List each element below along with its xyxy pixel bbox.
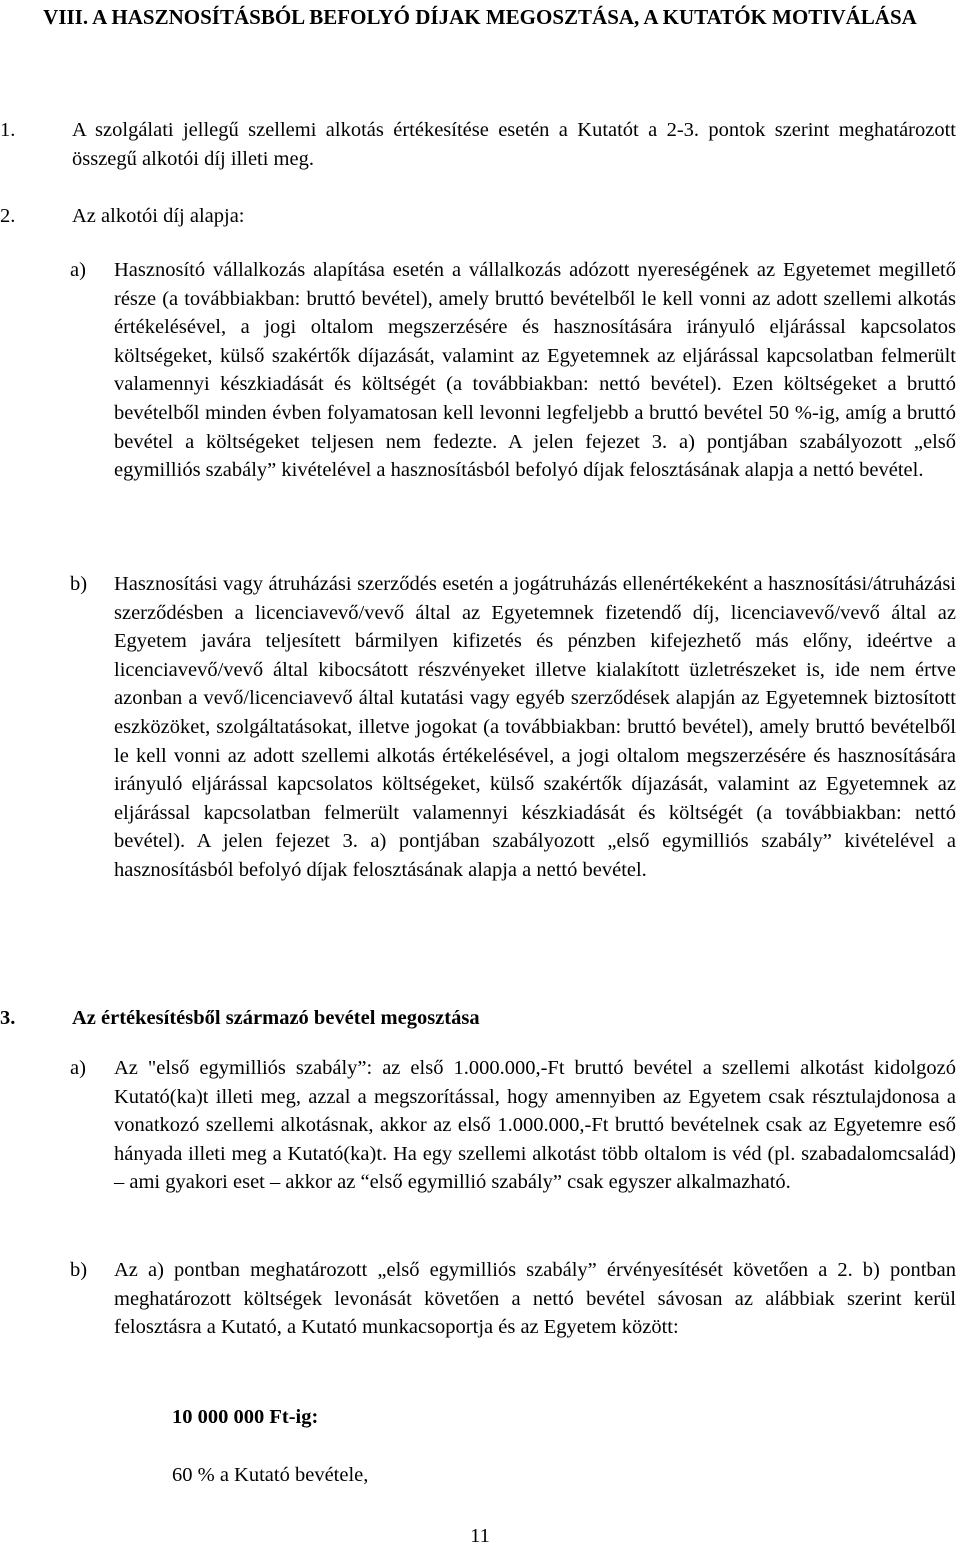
band-title: 10 000 000 Ft-ig: [172,1406,319,1428]
section-2-title: Az alkotói díj alapja: [72,205,245,227]
section-2b-label: b) [70,573,88,595]
section-3b-label: b) [70,1259,88,1281]
section-2-number: 2. [0,205,16,227]
page-number: 11 [470,1525,490,1547]
section-1-text: A szolgálati jellegű szellemi alkotás értékesítése esetén a Kutatót a 2-3. pontok szerint meghatározott összegű alkotói díj illeti meg. [72,119,956,170]
section-3a-text: Az "első egymilliós szabály”: az első 1.000.000,-Ft bruttó bevétel a szellemi alkotást kidolgozó Kutató(ka)t illeti meg, azzal a megszorítással, hogy amennyiben az Egyetem csak résztulajdonosa a vonatkozó szellemi alkotásnak, akkor az első 1.000.000,-Ft bruttó bevételnek csak az Egyetemre eső hányada illeti meg a Kutató(ka)t. Ha egy szellemi alkotást több oltalom is véd (pl. szabadalomcsalád) – ami gyakori eset – akkor az “első egymillió szabály” csak egyszer alkalmazható. [114,1057,956,1194]
section-2a-text: Hasznosító vállalkozás alapítása esetén a vállalkozás adózott nyereségének az Egyetemet megillető része (a továbbiakban: bruttó bevétel), amely bruttó bevételből le kell vonni az adott szellemi alkotás értékelésével, a jogi oltalom megszerzésére és hasznosítására irányuló eljárással kapcsolatos költségeket, külső szakértők díjazását, valamint az Egyetemnek az eljárással kapcsolatban felmerült valamennyi készkiadását és költségét (a továbbiakban: nettó bevétel). Ezen költségeket a bruttó bevételből minden évben folyamatosan kell levonni legfeljebb a bruttó bevétel 50 %-ig, amíg a bruttó bevétel a költségeket teljesen nem fedezte. A jelen fejezet 3. a) pontjában szabályozott „első egymilliós szabály” kivételével a hasznosításból befolyó díjak felosztásának alapja a nettó bevétel. [114,259,956,482]
section-3-title: Az értékesítésből származó bevétel megosztása [72,1007,480,1029]
section-2b-text: Hasznosítási vagy átruházási szerződés esetén a jogátruházás ellenértékeként a hasznosítási/átruházási szerződésben a licenciavevő/vevő által az Egyetemnek fizetendő díj, licenciavevő/vevő által az Egyetem javára teljesített bármilyen kifizetés és pénzben kifejezhető más előny, ideértve a licenciavevő/vevő által kibocsátott részvényeket illetve kialakított üzletrészeket is, ide nem értve azonban a vevő/licenciavevő által kutatási vagy egyéb szerződések alapján az Egyetemnek biztosított eszközöket, szolgáltatásokat, illetve jogokat (a továbbiakban: bruttó bevétel), amely bruttó bevételből le kell vonni az adott szellemi alkotás értékelésével, a jogi oltalom megszerzésére és hasznosítására irányuló eljárással kapcsolatos költségeket, külső szakértők díjazását, valamint az Egyetemnek az eljárással kapcsolatban felmerült valamennyi készkiadását és költségét (a továbbiakban: nettó bevétel). A jelen fejezet 3. a) pontjában szabályozott „első egymilliós szabály” kivételével a hasznosításból befolyó díjak felosztásának alapja a nettó bevétel. [114,573,956,881]
chapter-heading: VIII. A HASZNOSÍTÁSBÓL BEFOLYÓ DÍJAK MEGOSZTÁSA, A KUTATÓK MOTIVÁLÁSA [43,5,917,29]
section-3-number: 3. [0,1007,16,1029]
section-2a-label: a) [70,259,86,281]
band-line: 60 % a Kutató bevétele, [172,1464,369,1486]
section-1-number: 1. [0,119,16,141]
section-3a-label: a) [70,1057,86,1079]
section-3b-text: Az a) pontban meghatározott „első egymilliós szabály” érvényesítését követően a 2. b) pontban meghatározott költségek levonását követően a nettó bevétel sávosan az alábbiak szerint kerül felosztásra a Kutató, a Kutató munkacsoportja és az Egyetem között: [114,1259,956,1339]
